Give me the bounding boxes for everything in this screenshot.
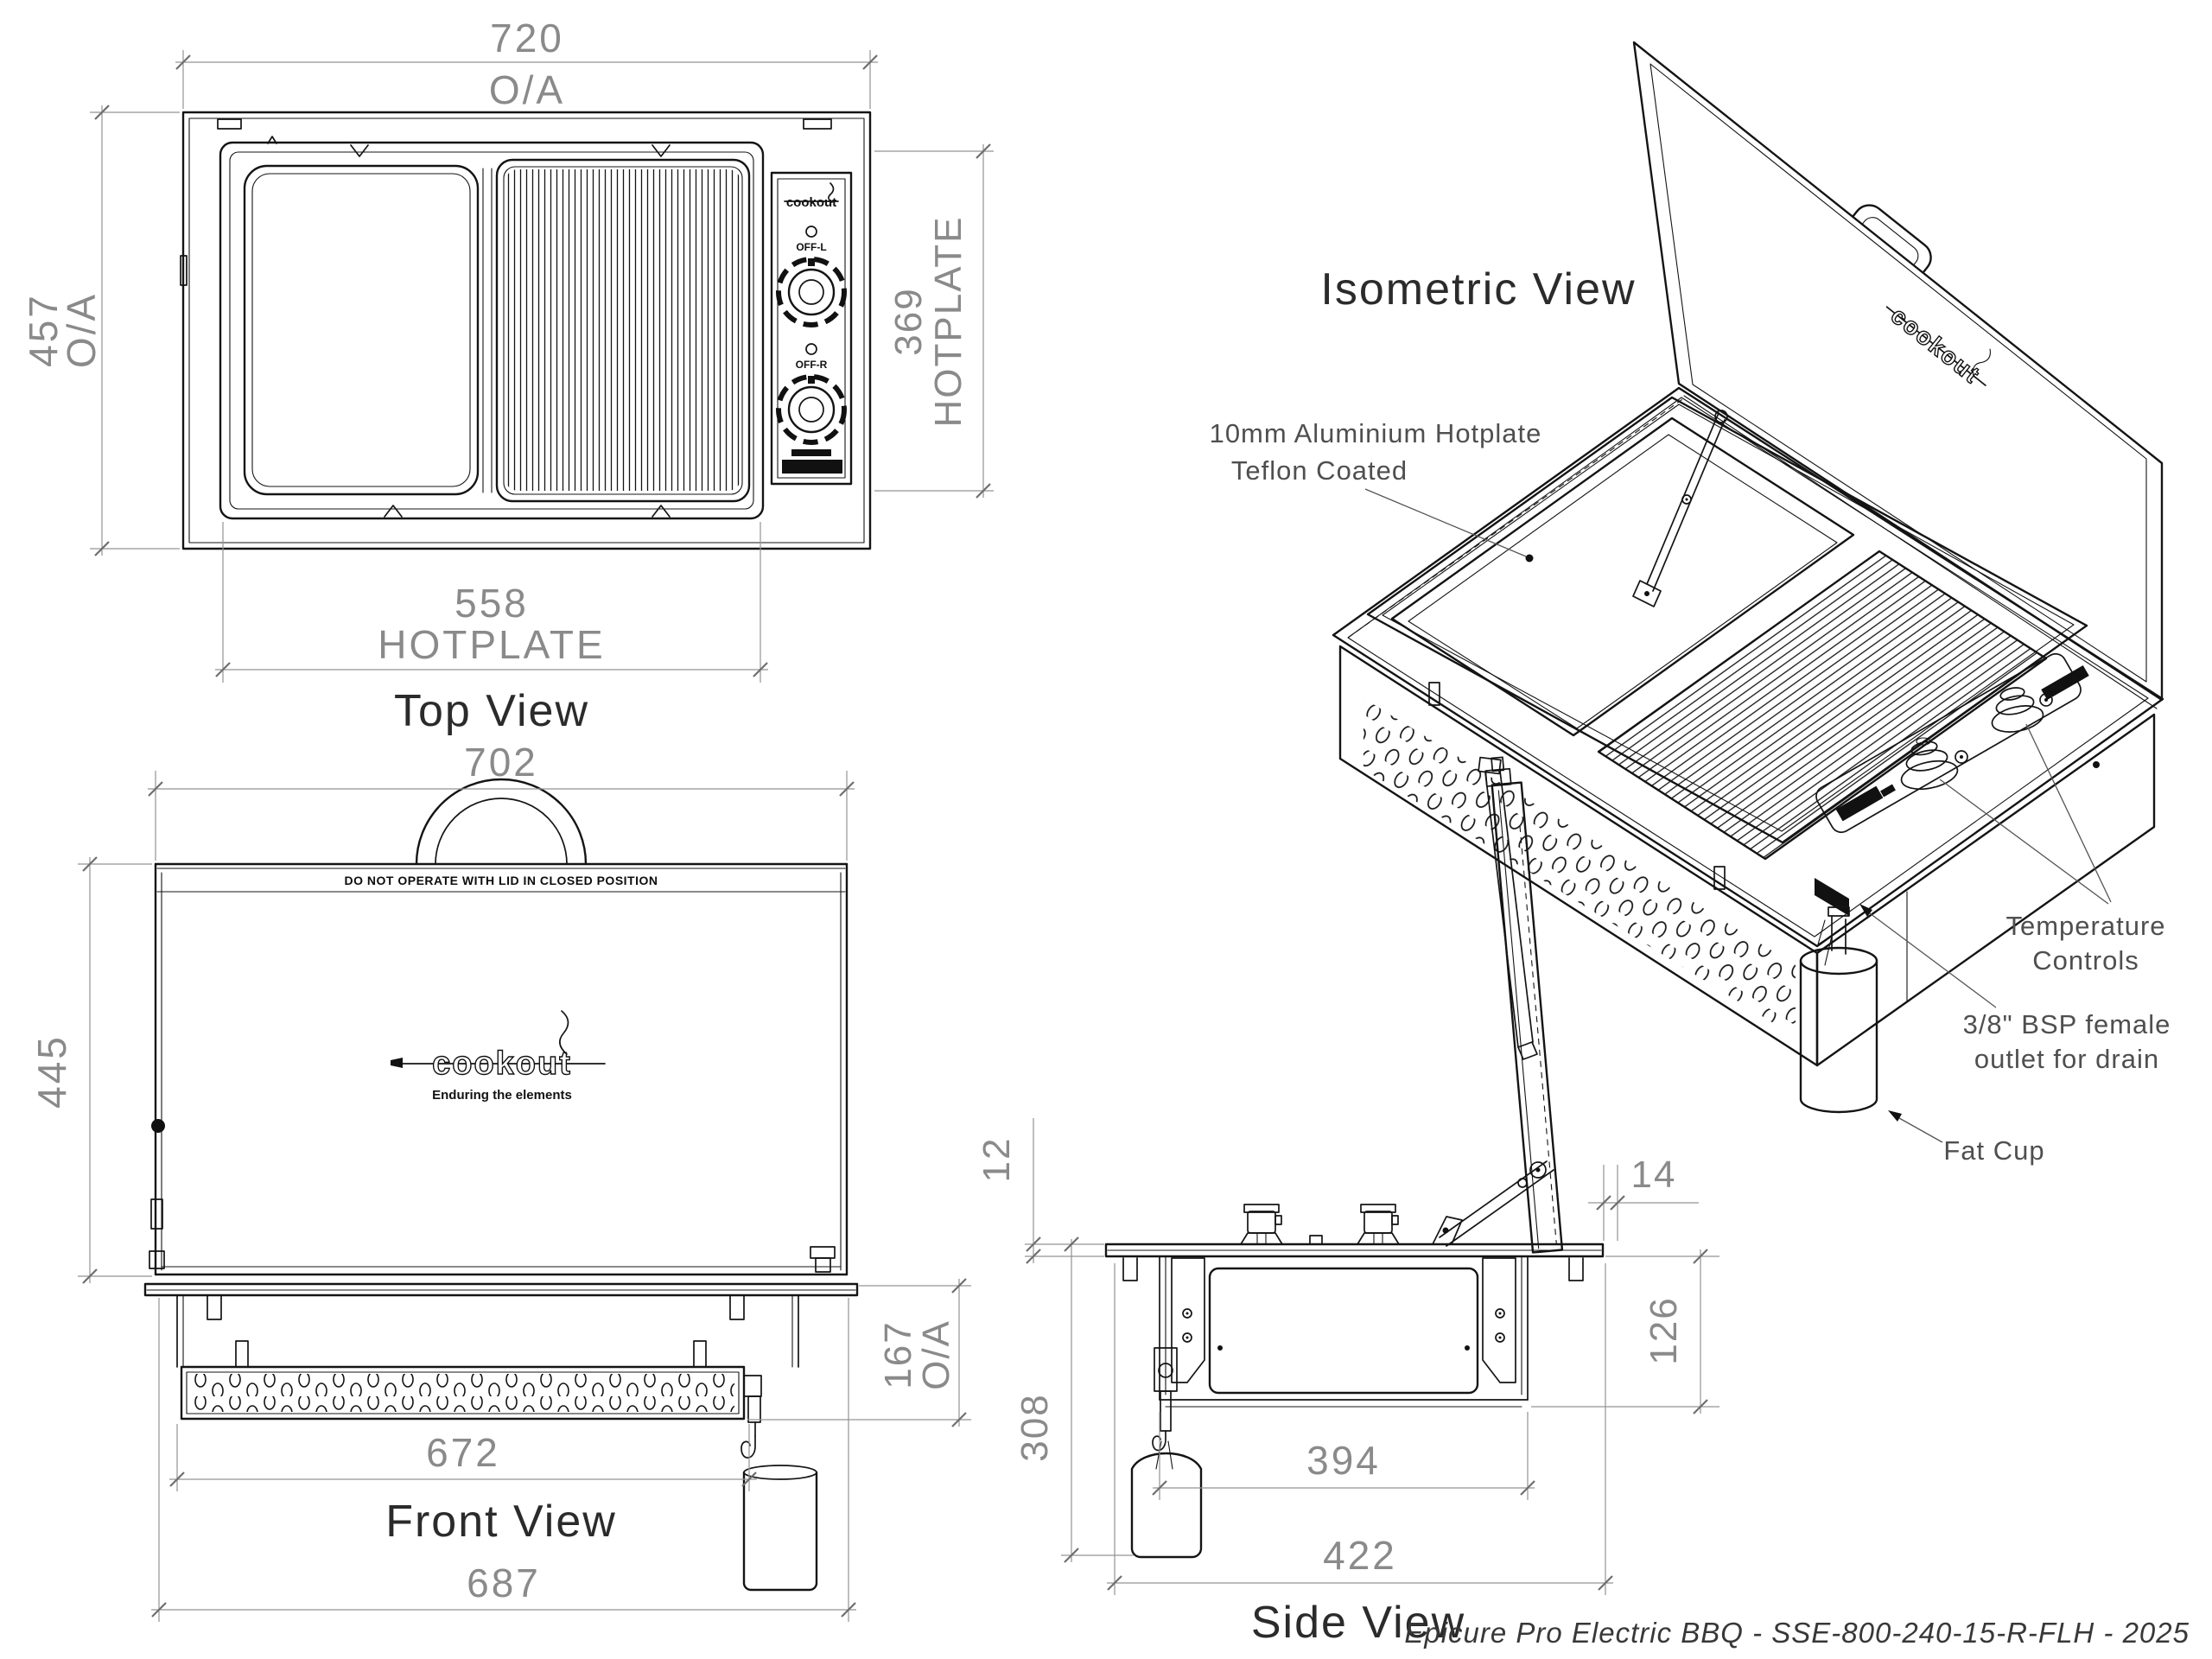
dim-top-plate [976,1118,1104,1263]
lid-strut [1433,1161,1554,1246]
lid-clip-left [218,119,241,129]
dim-lid-offset [1588,1154,1699,1241]
dim-422: 422 [1323,1533,1397,1578]
lid-hinge-pin [151,1119,165,1133]
dim-720: 720 [490,16,564,60]
dim-body-width [169,1424,757,1491]
ann-fatcup-arrow [1888,1110,1902,1122]
dim-369-label: HOTPLATE [927,215,969,428]
control-panel-frame [772,173,851,484]
knob-right [779,376,844,442]
dim-lid-height [29,857,152,1283]
dim-126: 126 [1643,1296,1685,1365]
ann-temp-line2: Controls [2032,945,2139,976]
side-clip-right [1569,1258,1583,1281]
dim-702: 702 [464,740,538,785]
logo-skewer-tip [391,1058,403,1068]
panel-small-label [791,449,831,456]
tray-notch-3 [652,145,670,156]
dim-558: 558 [454,581,529,626]
indicator-left-icon [806,226,817,237]
side-clip-left [1123,1258,1137,1281]
drain-elbow [744,1376,761,1396]
dim-167-label: O/A [915,1319,957,1390]
flat-hotplate-inner [252,174,470,486]
dim-457-label: O/A [59,291,104,369]
knob-left [779,258,844,325]
iso-lid-logo [1878,283,2005,396]
ann-drain-line1: 3/8" BSP female [1962,1009,2171,1039]
drain-nipple [748,1396,760,1422]
lid-handle-outer [416,779,586,864]
dim-overall-width [175,16,878,112]
dim-308: 308 [1014,1393,1056,1462]
dim-167: 167 [877,1320,919,1389]
panel-tab-left [236,1341,248,1367]
front-view [29,740,971,1622]
isometric-view [1210,42,2171,1166]
ann-drain-line2: outlet for drain [1974,1044,2160,1074]
knob-right-label: OFF-R [795,359,828,371]
dim-369: 369 [887,287,930,356]
top-view-title: Top View [393,686,590,736]
logo-tagline: Enduring the elements [432,1088,572,1103]
dim-687: 687 [467,1560,541,1605]
dim-457: 457 [21,293,66,367]
ann-fatcup-label: Fat Cup [1943,1135,2045,1166]
tray-notch-4 [385,505,402,517]
dim-hotplate-width [215,522,768,683]
iso-view-title: Isometric View [1320,264,1637,315]
iso-annotation-fatcup [1888,1110,2045,1166]
dim-12: 12 [976,1136,1018,1183]
dim-overall-depth-side [1014,1237,1134,1562]
dim-14: 14 [1630,1154,1677,1196]
iso-knob-2 [1990,686,2052,736]
grill-ribs [505,169,741,491]
panel-tab-right [694,1341,706,1367]
hinge-bracket-right [810,1247,835,1258]
indicator-right-icon [806,344,817,354]
hinge-block-right [816,1258,830,1272]
front-logo [391,1011,605,1103]
dim-drop-depth [747,1279,971,1427]
dim-445: 445 [29,1034,74,1109]
iso-annotation-temp [1940,724,2166,976]
iso-drain-elbow [1815,878,1849,916]
side-knob-2 [1357,1205,1399,1244]
mount-clip-right [730,1295,744,1319]
control-panel [772,173,851,484]
lid-latch-upper [151,1199,162,1229]
dim-body-depth [1531,1249,1719,1414]
dim-lid-width [148,740,855,861]
logo-brand-text: cookout [432,1046,572,1082]
side-knob-1 [1241,1205,1282,1244]
lid-warning-text: DO NOT OPERATE WITH LID IN CLOSED POSITION [344,874,658,887]
ann-hotplate-dot [1526,555,1534,563]
iso-hinge-strut [1633,410,1727,607]
vent-holes [192,1374,734,1412]
drain-hook [741,1436,755,1458]
iso-fat-cup-rim [1801,948,1877,974]
front-view-body [145,779,857,1590]
front-view-title: Front View [385,1497,617,1547]
fat-cup-body [744,1472,817,1590]
flat-hotplate [245,166,478,494]
iso-annotation-hotplate [1210,418,1542,563]
panel-brand-text: cookout [785,195,837,210]
iso-fat-cup-body [1801,961,1877,1112]
top-view [21,16,994,736]
dim-hotplate-depth [874,144,994,498]
dim-672: 672 [426,1430,500,1475]
title-block-text: Epicure Pro Electric BBQ - SSE-800-240-15-R-FLH - 2025 [1404,1617,2190,1649]
drain-assembly-side [1132,1348,1201,1557]
ann-hotplate-line2: Teflon Coated [1230,455,1408,486]
dim-overall-front-width [151,1298,856,1622]
top-view-body [181,112,870,549]
ann-hotplate-line1: 10mm Aluminium Hotplate [1209,418,1542,448]
bracket-right [1483,1258,1516,1382]
ann-temp-line1: Temperature [2005,911,2166,941]
deck-stub [1310,1236,1322,1244]
drain-assembly-front [741,1376,817,1590]
fat-cup-side [1132,1453,1201,1557]
dim-558-label: HOTPLATE [378,622,606,667]
oven-box [1210,1268,1478,1393]
panel-rating-label [782,460,842,474]
dim-720-label: O/A [488,67,566,112]
svg-text:cookout: cookout [1885,302,1986,389]
tray-notch-2 [351,145,368,156]
side-view-title: Side View [1250,1598,1466,1648]
mount-clip-left [207,1295,221,1319]
dim-body-length [1153,1412,1535,1500]
knob-left-label: OFF-L [796,241,827,253]
side-view-body [1106,756,1603,1557]
dim-394: 394 [1306,1438,1381,1483]
lid-handle-inner [435,798,567,864]
lid-clip-right [804,119,831,129]
drain-pipe-side [1160,1391,1171,1431]
tray-notch-5 [652,505,670,517]
dim-overall-depth [21,105,180,556]
